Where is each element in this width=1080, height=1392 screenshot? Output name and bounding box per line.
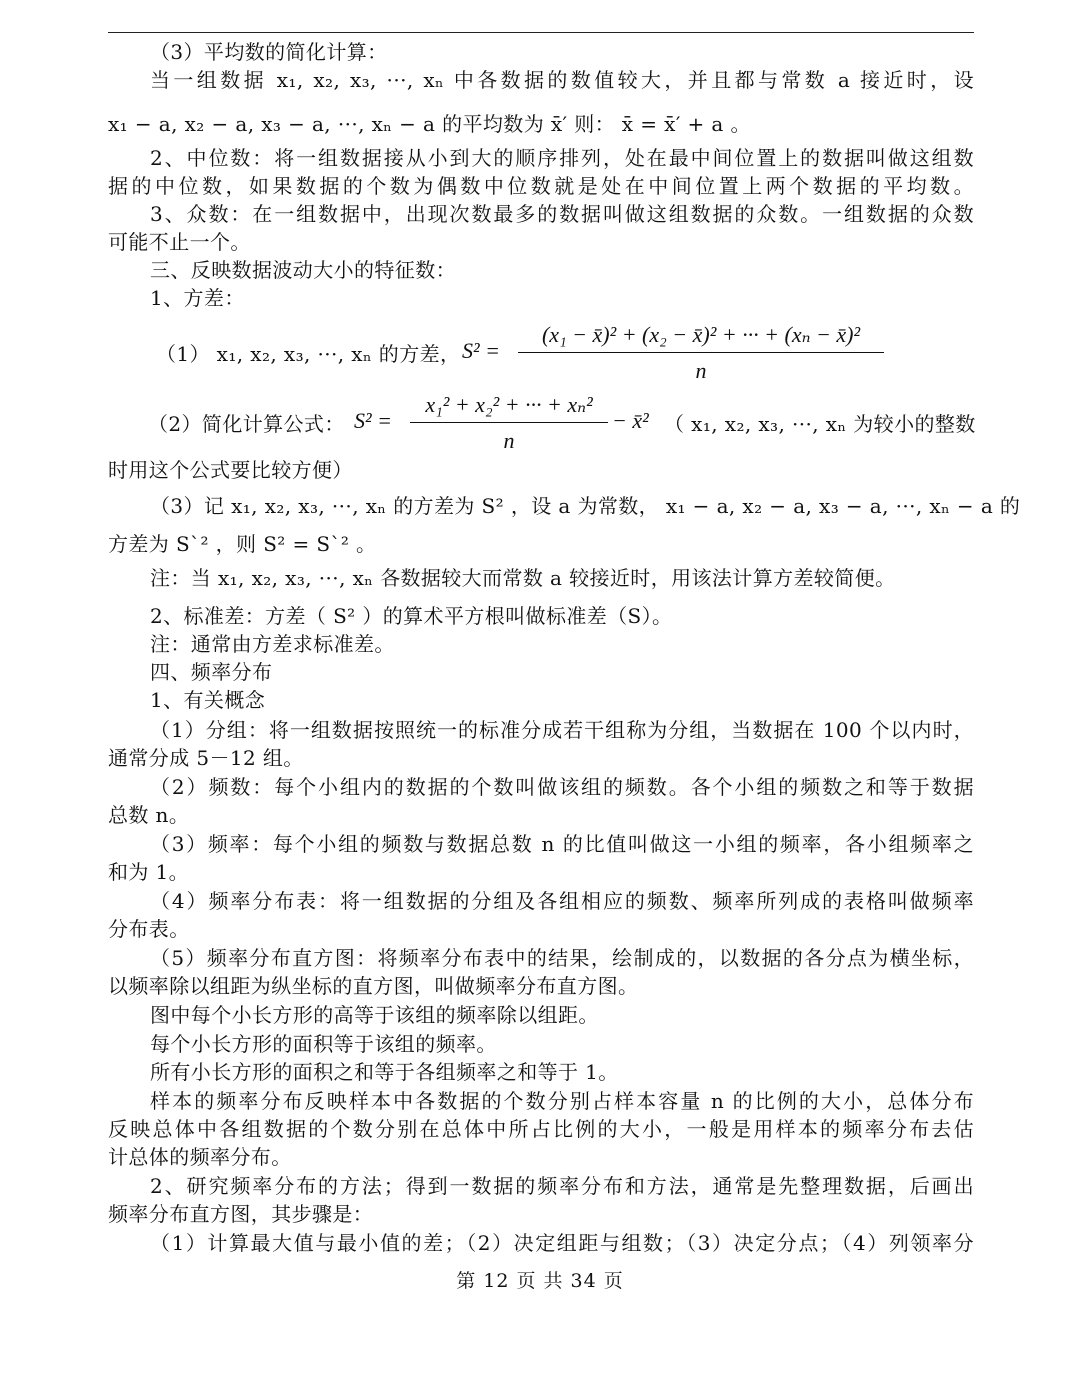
text-line: （4）频率分布表：将一组数据的分组及各组相应的频数、频率所列成的表格叫做频率 (150, 889, 974, 913)
text-line: （1）计算最大值与最小值的差；（2）决定组距与组数；（3）决定分点；（4）列领率分 (150, 1231, 974, 1255)
formula1-denominator: n (695, 358, 707, 383)
formula2-tail: − x̄² (612, 408, 649, 433)
section-heading: 四、频率分布 (150, 660, 273, 684)
note-line: 注：当 x₁, x₂, x₃, ···, xₙ 各数据较大而常数 a 较接近时，用该法计算方差较简便。 (150, 566, 896, 590)
formula1-numerator: (x₁ − x̄)² + (x₂ − x̄)² + ··· + (xₙ − x̄)² (541, 322, 861, 347)
formula1-lhs: S² = (462, 338, 500, 363)
text-line: 2、标准差：方差（ S² ）的算术平方根叫做标准差（S）。 (150, 604, 673, 628)
text-line: 样本的频率分布反映样本中各数据的个数分别占样本容量 n 的比例的大小，总体分布 (150, 1089, 974, 1113)
text-line: 当一组数据 x₁, x₂, x₃, ···, xₙ 中各数据的数值较大，并且都与常数 a 接近时，设 (150, 68, 974, 92)
text-line: 方差为 S`² ，则 S² = S`² 。 (108, 532, 377, 556)
header-rule (108, 32, 974, 33)
section-heading: 三、反映数据波动大小的特征数： (150, 258, 456, 282)
text-line: （3）频率：每个小组的频数与数据总数 n 的比值叫做这一小组的频率，各小组频率之 (150, 832, 974, 856)
page-footer: 第 12 页 共 34 页 (456, 1270, 624, 1292)
formula2-numerator: x₁² + x₂² + ··· + xₙ² (425, 392, 593, 417)
text-line: 1、有关概念 (150, 688, 266, 712)
text-line: 图中每个小长方形的高等于该组的频率除以组距。 (150, 1003, 599, 1027)
text-line: 以频率除以组距为纵坐标的直方图，叫做频率分布直方图。 (108, 974, 639, 998)
text-line: （3）平均数的简化计算： (150, 40, 388, 64)
text-line: 和为 1。 (108, 860, 190, 884)
text-line: 总数 n。 (108, 803, 190, 827)
text-line: 2、中位数：将一组数据接从小到大的顺序排列，处在最中间位置上的数据叫做这组数 (150, 146, 974, 170)
text-line: 频率分布直方图，其步骤是： (108, 1202, 374, 1226)
text-line: 计总体的频率分布。 (108, 1145, 292, 1169)
fraction-bar (518, 352, 884, 353)
text-line: 1、方差： (150, 286, 245, 310)
text-line: 反映总体中各组数据的个数分别在总体中所占比例的大小，一般是用样本的频率分布去估 (108, 1117, 974, 1141)
formula2-denominator: n (503, 428, 515, 453)
text-line: 2、研究频率分布的方法；得到一数据的频率分布和方法，通常是先整理数据，后画出 (150, 1174, 974, 1198)
text-line: x₁ − a, x₂ − a, x₃ − a, ···, xₙ − a 的平均数为 x̄′ 则： x̄ = x̄′ + a 。 (108, 112, 751, 136)
text-line: 时用这个公式要比较方便） (108, 458, 353, 482)
text-line: （1）分组：将一组数据按照统一的标准分成若干组称为分组，当数据在 100 个以内时， (150, 718, 974, 742)
text-line: 据的中位数，如果数据的个数为偶数中位数就是处在中间位置上两个数据的平均数。 (108, 174, 974, 198)
text-line: 可能不止一个。 (108, 230, 251, 254)
text-line: 所有小长方形的面积之和等于各组频率之和等于 1。 (150, 1060, 619, 1084)
text-line: （3）记 x₁, x₂, x₃, ···, xₙ 的方差为 S² ，设 a 为常数， x₁ − a, x₂ − a, x₃ − a, ···, xₙ − a 的 (150, 494, 1021, 518)
text-line: 每个小长方形的面积等于该组的频率。 (150, 1032, 497, 1056)
text-line: （5）频率分布直方图：将频率分布表中的结果，绘制成的，以数据的各分点为横坐标， (150, 946, 974, 970)
text-line: （ x₁, x₂, x₃, ···, xₙ 为较小的整数 (664, 412, 976, 436)
note-line: 注：通常由方差求标准差。 (150, 632, 395, 656)
fraction-bar (410, 422, 608, 423)
text-line: 分布表。 (108, 917, 190, 941)
text-line: 通常分成 5－12 组。 (108, 746, 304, 770)
text-line: （2）频数：每个小组内的数据的个数叫做该组的频数。各个小组的频数之和等于数据 (150, 775, 974, 799)
text-line: （2）简化计算公式： (148, 412, 345, 436)
formula2-lhs: S² = (354, 408, 392, 433)
text-line: 3、众数：在一组数据中，出现次数最多的数据叫做这组数据的众数。一组数据的众数 (150, 202, 974, 226)
text-line: （1） x₁, x₂, x₃, ···, xₙ 的方差， (156, 342, 461, 366)
